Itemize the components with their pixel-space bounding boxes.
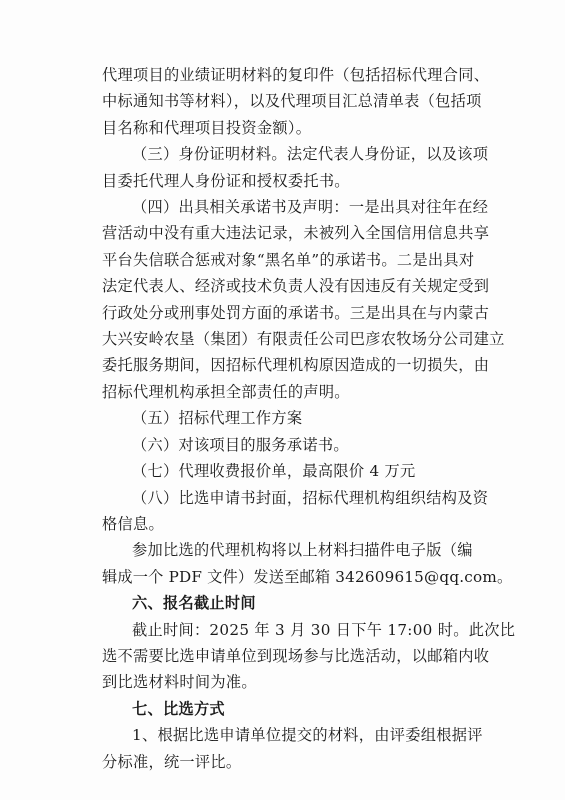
text-line: 委托服务期间，因招标代理机构原因造成的一切损失，由 — [102, 356, 490, 375]
paragraph-method — [102, 722, 494, 775]
text-line: 分标准，统一评比。 — [102, 752, 242, 771]
text-line: 招标代理机构承担全部责任的声明。 — [102, 382, 350, 401]
paragraph-identity-proof — [102, 141, 494, 194]
document-body — [102, 62, 516, 775]
paragraph-submission — [102, 537, 513, 590]
text-line-email: 辑成一个 PDF 文件）发送至邮箱 342609615@qq.com。 — [102, 567, 513, 586]
paragraph-deadline — [102, 617, 516, 696]
text-line: （七）代理收费报价单，最高限价 4 万元 — [132, 462, 416, 481]
paragraph-cover-org — [102, 485, 494, 538]
text-line: 截止时间：2025 年 3 月 30 日下午 17:00 时。此次比 — [132, 620, 516, 639]
text-line: 代理项目的业绩证明材料的复印件（包括招标代理合同、 — [102, 66, 490, 84]
text-line: 大兴安岭农垦（集团）有限责任公司巴彦农牧场分公司建立 — [102, 330, 505, 349]
text-line: 参加比选的代理机构将以上材料扫描件电子版（编 — [132, 541, 473, 560]
section-heading-deadline — [102, 590, 494, 616]
section-heading-method — [102, 696, 494, 722]
text-line: 格信息。 — [102, 514, 164, 533]
text-line: 1、根据比选申请单位提交的材料，由评委组根据评 — [132, 726, 483, 745]
text-line: 选不需要比选申请单位到现场参与比选活动，以邮箱内收 — [102, 646, 490, 665]
paragraph-work-plan — [102, 405, 494, 431]
paragraph-commitment — [102, 194, 505, 405]
paragraph-service-commitment — [102, 432, 494, 458]
text-line: 行政处分或刑事处罚方面的承诺书。三是出具在与内蒙古 — [102, 303, 490, 322]
text-line: 目委托代理人身份证和授权委托书。 — [102, 171, 350, 190]
text-line: （四）出具相关承诺书及声明：一是出具对往年在经 — [132, 198, 489, 217]
text-line: （六）对该项目的服务承诺书。 — [132, 435, 349, 454]
text-line: 营活动中没有重大违法记录，未被列入全国信用信息共享 — [102, 224, 490, 243]
text-line: （三）身份证明材料。法定代表人身份证，以及该项 — [132, 145, 489, 164]
text-line: 到比选材料时间为准。 — [102, 673, 257, 692]
heading-text: 七、比选方式 — [132, 699, 225, 718]
heading-text: 六、报名截止时间 — [132, 594, 256, 613]
paragraph-performance-proof — [102, 62, 494, 141]
text-line: 平台失信联合惩戒对象“黑名单”的承诺书。二是出具对 — [102, 250, 475, 269]
text-line: 中标通知书等材料），以及代理项目汇总清单表（包括项 — [102, 92, 482, 111]
text-line: 目名称和代理项目投资金额）。 — [102, 118, 312, 137]
text-line: （八）比选申请书封面，招标代理机构组织结构及资 — [132, 488, 489, 507]
paragraph-fee-quote — [102, 458, 494, 484]
text-line: （五）招标代理工作方案 — [132, 409, 303, 428]
text-line: 法定代表人、经济或技术负责人没有因违反有关规定受到 — [102, 277, 490, 296]
